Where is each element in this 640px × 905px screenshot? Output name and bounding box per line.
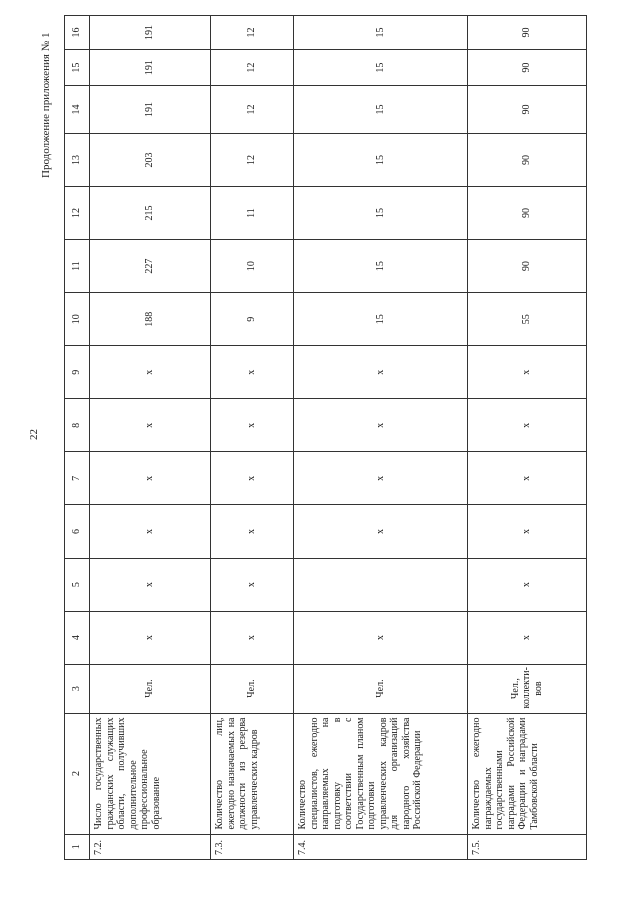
value-cell: 15: [294, 133, 468, 186]
row-number: 7.4.: [294, 834, 468, 859]
continuation-label: Продолжение приложения № 1: [40, 32, 52, 178]
value-cell: 12: [211, 86, 294, 134]
value-cell: 90: [468, 86, 587, 134]
header-cell: 14: [65, 86, 90, 134]
value-cell: x: [211, 452, 294, 505]
header-cell: 7: [65, 452, 90, 505]
value-cell: 90: [468, 16, 587, 50]
value-cell: 15: [294, 293, 468, 346]
indicators-table: [64, 15, 587, 860]
header-cell: 16: [65, 16, 90, 50]
value-cell: x: [211, 558, 294, 611]
header-cell: 11: [65, 240, 90, 293]
value-cell: [294, 558, 468, 611]
header-cell: 1: [65, 834, 90, 859]
value-cell: 191: [90, 16, 211, 50]
value-cell: x: [294, 399, 468, 452]
row-number: 7.5.: [468, 834, 587, 859]
value-cell: 15: [294, 186, 468, 239]
value-cell: 227: [90, 240, 211, 293]
header-cell: 10: [65, 293, 90, 346]
value-cell: x: [294, 452, 468, 505]
unit-cell: Чел., коллекти-вов: [468, 664, 587, 713]
rotated-table-container: [64, 15, 585, 860]
header-row: [65, 16, 90, 860]
value-cell: 15: [294, 50, 468, 86]
row-number: 7.2.: [90, 834, 211, 859]
value-cell: 12: [211, 50, 294, 86]
value-cell: x: [468, 611, 587, 664]
value-cell: 90: [468, 133, 587, 186]
value-cell: x: [90, 452, 211, 505]
value-cell: x: [468, 399, 587, 452]
table-row: [468, 16, 587, 860]
value-cell: x: [468, 558, 587, 611]
value-cell: 188: [90, 293, 211, 346]
header-cell: 12: [65, 186, 90, 239]
header-cell: 2: [65, 713, 90, 834]
value-cell: 203: [90, 133, 211, 186]
unit-cell: Чел.: [90, 664, 211, 713]
header-cell: 3: [65, 664, 90, 713]
value-cell: 215: [90, 186, 211, 239]
indicator-name: Количество лиц, ежегодно назначаемых на должности из резерва управленческих кадров: [211, 713, 294, 834]
header-cell: 8: [65, 399, 90, 452]
value-cell: 9: [211, 293, 294, 346]
value-cell: 15: [294, 16, 468, 50]
value-cell: x: [294, 611, 468, 664]
unit-cell: Чел.: [211, 664, 294, 713]
value-cell: 90: [468, 50, 587, 86]
header-cell: 15: [65, 50, 90, 86]
value-cell: x: [90, 558, 211, 611]
header-cell: 4: [65, 611, 90, 664]
value-cell: 90: [468, 240, 587, 293]
value-cell: x: [468, 452, 587, 505]
value-cell: x: [468, 346, 587, 399]
value-cell: 191: [90, 86, 211, 134]
value-cell: 11: [211, 186, 294, 239]
header-cell: 13: [65, 133, 90, 186]
value-cell: 12: [211, 133, 294, 186]
value-cell: x: [211, 505, 294, 558]
value-cell: 15: [294, 86, 468, 134]
value-cell: x: [90, 346, 211, 399]
value-cell: x: [90, 611, 211, 664]
value-cell: x: [211, 399, 294, 452]
value-cell: x: [211, 611, 294, 664]
indicator-name: Количество специалистов, ежегодно направляемых на подготовку в соответствии с Государственным планом подготовки управленческих кадров для организаций народного хозяйства Российской Федерации: [294, 713, 468, 834]
value-cell: x: [90, 399, 211, 452]
value-cell: x: [294, 505, 468, 558]
value-cell: x: [294, 346, 468, 399]
header-cell: 5: [65, 558, 90, 611]
indicator-name: Число государственных гражданских служащих области, получивших дополнительное профессиональное образование: [90, 713, 211, 834]
table-row: [211, 16, 294, 860]
value-cell: x: [468, 505, 587, 558]
row-number: 7.3.: [211, 834, 294, 859]
value-cell: x: [90, 505, 211, 558]
table-row: [294, 16, 468, 860]
value-cell: 55: [468, 293, 587, 346]
page-number: 22: [28, 429, 40, 440]
table-row: [90, 16, 211, 860]
value-cell: x: [211, 346, 294, 399]
unit-cell: Чел.: [294, 664, 468, 713]
indicator-name: Количество ежегодно награждаемых государственными наградами Российской Федерации и наградами Тамбовской области: [468, 713, 587, 834]
value-cell: 12: [211, 16, 294, 50]
value-cell: 15: [294, 240, 468, 293]
header-cell: 6: [65, 505, 90, 558]
value-cell: 90: [468, 186, 587, 239]
header-cell: 9: [65, 346, 90, 399]
value-cell: 10: [211, 240, 294, 293]
value-cell: 191: [90, 50, 211, 86]
